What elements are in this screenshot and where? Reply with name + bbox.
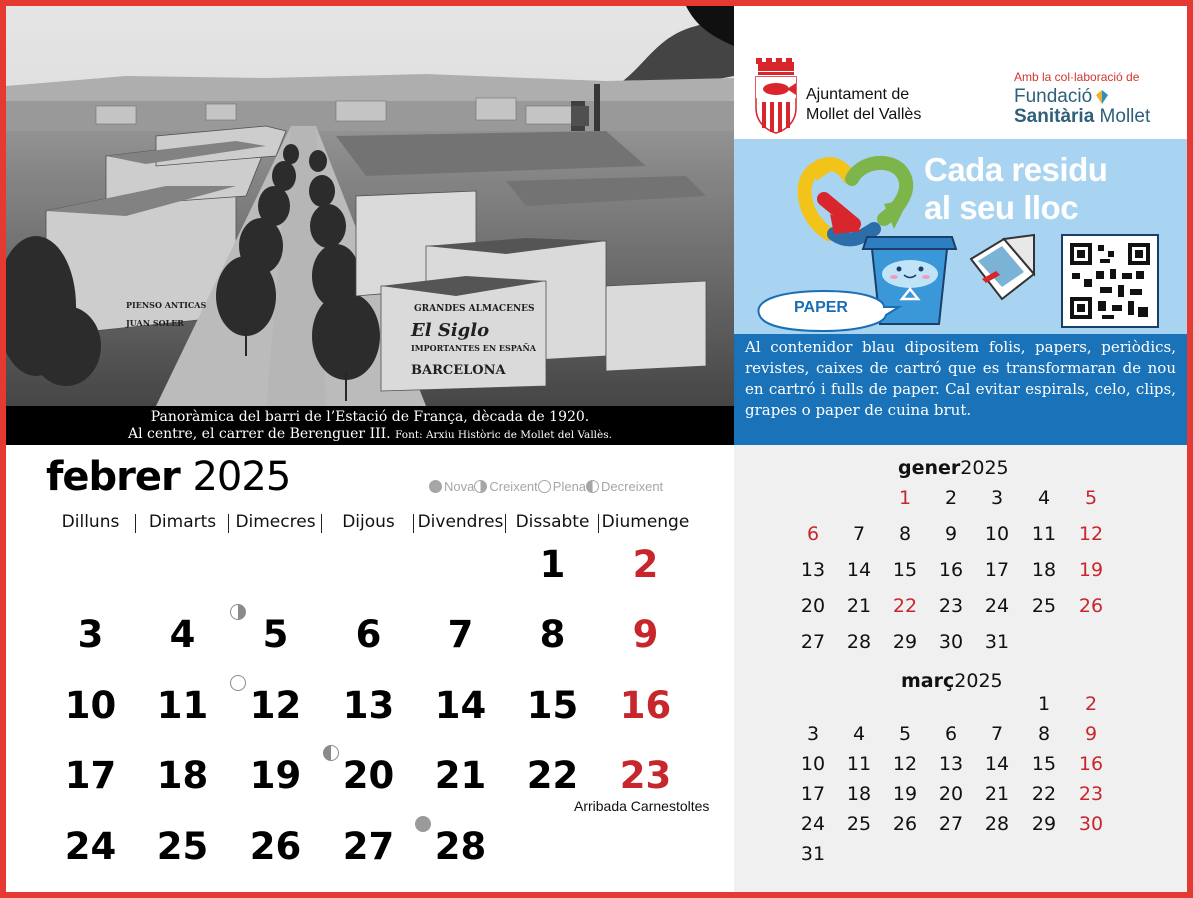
mini-calendar-year: 2025 (960, 457, 1009, 479)
municipal-crest-icon (754, 58, 798, 134)
mini-day-cell[interactable]: 14 (984, 753, 1010, 775)
collaboration-text: Amb la col·laboració de (1014, 70, 1140, 84)
weekday-label: Divendres (417, 512, 504, 532)
mini-calendar-year: 2025 (954, 670, 1003, 692)
mini-day-cell[interactable]: 31 (984, 631, 1010, 653)
weekday-separator (505, 514, 506, 533)
recycling-title (924, 151, 1107, 227)
day-cell[interactable]: 1 (539, 543, 566, 586)
day-cell[interactable]: 8 (539, 613, 566, 656)
mini-day-cell[interactable]: 30 (1078, 813, 1104, 835)
weekday-label: Dimarts (148, 512, 217, 532)
moon-first-icon (230, 604, 246, 620)
mini-day-cell[interactable]: 15 (892, 559, 918, 581)
mini-day-cell[interactable]: 2 (1084, 693, 1098, 715)
caption-line-1: Panoràmica del barri de l’Estació de França, dècada de 1920. (150, 409, 590, 425)
mini-day-cell[interactable]: 28 (984, 813, 1010, 835)
moon-new-icon (415, 816, 431, 832)
mini-day-cell[interactable]: 7 (990, 723, 1004, 745)
day-cell[interactable]: 21 (434, 754, 487, 797)
recycle-heart-icon (805, 159, 909, 239)
day-cell[interactable]: 17 (64, 754, 117, 797)
day-cell[interactable]: 3 (77, 613, 104, 656)
moon-last-icon (323, 745, 339, 761)
legend-label: Creixent (489, 479, 538, 494)
mini-day-cell[interactable]: 25 (1031, 595, 1057, 617)
mini-day-cell[interactable]: 31 (800, 843, 826, 865)
day-cell[interactable]: 18 (156, 754, 209, 797)
day-cell[interactable]: 2 (632, 543, 659, 586)
day-cell[interactable]: 12 (249, 684, 302, 727)
mini-calendars-panel (734, 445, 1187, 892)
day-cell[interactable]: 25 (156, 825, 209, 868)
day-cell[interactable]: 7 (447, 613, 474, 656)
day-cell[interactable]: 11 (156, 684, 209, 727)
weekday-separator (228, 514, 229, 533)
mini-day-cell[interactable]: 4 (852, 723, 866, 745)
caption-source: Font: Arxiu Històric de Mollet del Vallès. (395, 429, 612, 441)
weekday-separator (413, 514, 414, 533)
mini-day-cell[interactable]: 10 (800, 753, 826, 775)
weekday-label: Dijous (342, 512, 395, 532)
sign-text-4: IMPORTANTES EN ESPAÑA (411, 343, 536, 353)
mini-day-cell[interactable]: 22 (1031, 783, 1057, 805)
day-cell[interactable]: 24 (64, 825, 117, 868)
mini-day-cell[interactable]: 6 (944, 723, 958, 745)
mini-day-cell[interactable]: 9 (1084, 723, 1098, 745)
mini-day-cell[interactable]: 12 (1078, 523, 1104, 545)
day-cell[interactable]: 16 (619, 684, 672, 727)
weekday-separator (321, 514, 322, 533)
sign-text-2: El Siglo (411, 320, 490, 341)
municipality-line-1: Ajuntament de (806, 86, 910, 103)
sign-text-3: BARCELONA (411, 363, 506, 378)
day-cell[interactable]: 13 (342, 684, 395, 727)
mini-day-cell[interactable]: 20 (800, 595, 826, 617)
month-title (46, 452, 290, 502)
day-cell[interactable]: 4 (169, 613, 196, 656)
recycling-title-line-1: Cada residu (924, 151, 1108, 188)
event-note: Arribada Carnestoltes (574, 798, 710, 814)
day-cell[interactable]: 28 (434, 825, 487, 868)
mini-day-cell[interactable]: 3 (990, 487, 1004, 509)
mini-day-cell[interactable]: 27 (800, 631, 826, 653)
moon-phase-legend (429, 479, 663, 494)
mini-day-cell[interactable]: 16 (938, 559, 964, 581)
mini-calendar-month: març (901, 670, 955, 692)
photo-caption (6, 406, 734, 445)
mini-day-cell[interactable]: 23 (938, 595, 964, 617)
moon-first-icon (474, 480, 487, 493)
mini-day-cell[interactable]: 26 (1078, 595, 1104, 617)
legend-label: Plena (552, 479, 587, 494)
sign-text-6: JUAN SOLER (126, 318, 184, 328)
container-label: PAPER (794, 299, 848, 316)
day-cell[interactable]: 15 (526, 684, 579, 727)
mini-day-cell[interactable]: 7 (852, 523, 866, 545)
mini-day-cell[interactable]: 12 (892, 753, 918, 775)
weekday-label: Dimecres (235, 512, 316, 532)
mini-day-cell[interactable]: 13 (938, 753, 964, 775)
mini-day-cell[interactable]: 19 (892, 783, 918, 805)
weekday-label: Diumenge (601, 512, 690, 532)
mini-day-cell[interactable]: 25 (846, 813, 872, 835)
municipality-name (806, 85, 921, 125)
sign-text-5: PIENSO ANTICAS (126, 300, 207, 310)
mini-day-cell[interactable]: 3 (806, 723, 820, 745)
moon-full-icon (538, 480, 551, 493)
caption-line-2 (6, 426, 734, 444)
mini-day-cell[interactable]: 8 (1037, 723, 1051, 745)
mini-day-cell[interactable]: 29 (1031, 813, 1057, 835)
day-cell[interactable]: 10 (64, 684, 117, 727)
mini-day-cell[interactable]: 8 (898, 523, 912, 545)
mini-day-cell[interactable]: 14 (846, 559, 872, 581)
mini-day-cell[interactable]: 28 (846, 631, 872, 653)
mini-day-cell[interactable]: 23 (1078, 783, 1104, 805)
municipality-line-2: Mollet del Vallès (806, 106, 922, 123)
day-cell[interactable]: 14 (434, 684, 487, 727)
weekday-label: Dilluns (61, 512, 120, 532)
day-cell[interactable]: 9 (632, 613, 659, 656)
day-cell[interactable]: 22 (526, 754, 579, 797)
weekday-separator (135, 514, 136, 533)
sign-text-1: GRANDES ALMACENES (414, 304, 535, 314)
mini-day-cell[interactable]: 17 (984, 559, 1010, 581)
legend-label: Nova (444, 479, 475, 494)
qr-code-icon (1062, 235, 1158, 327)
day-cell[interactable]: 23 (619, 754, 672, 797)
mini-day-cell[interactable]: 15 (1031, 753, 1057, 775)
magazine-icon (971, 235, 1034, 299)
recycling-panel (734, 139, 1187, 334)
day-cell[interactable]: 6 (355, 613, 382, 656)
mini-day-cell[interactable]: 27 (938, 813, 964, 835)
mini-day-cell[interactable]: 5 (1084, 487, 1098, 509)
foundation-leaf-icon (1096, 90, 1108, 104)
foundation-name: Fundació (1014, 86, 1093, 107)
mini-day-cell[interactable]: 30 (938, 631, 964, 653)
mini-day-cell[interactable]: 4 (1037, 487, 1051, 509)
mini-day-cell[interactable]: 2 (944, 487, 958, 509)
month-name: febrer (46, 454, 180, 500)
logos-header (734, 6, 1187, 139)
mini-day-cell[interactable]: 9 (944, 523, 958, 545)
mini-day-cell[interactable]: 26 (892, 813, 918, 835)
day-cell[interactable]: 19 (249, 754, 302, 797)
day-cell[interactable]: 20 (342, 754, 395, 797)
legend-item-new (429, 479, 474, 494)
foundation-subtitle (1014, 106, 1150, 127)
mini-day-cell[interactable]: 18 (846, 783, 872, 805)
mini-day-cell[interactable]: 22 (892, 595, 918, 617)
day-cell[interactable]: 27 (342, 825, 395, 868)
mini-day-cell[interactable]: 6 (806, 523, 820, 545)
mini-day-cell[interactable]: 18 (1031, 559, 1057, 581)
mini-day-cell[interactable]: 11 (846, 753, 872, 775)
mini-day-cell[interactable]: 16 (1078, 753, 1104, 775)
mini-day-cell[interactable]: 1 (898, 487, 912, 509)
mini-calendar-month: gener (898, 457, 961, 479)
mini-day-cell[interactable]: 21 (984, 783, 1010, 805)
weekday-separator (598, 514, 599, 533)
mini-day-cell[interactable]: 24 (800, 813, 826, 835)
mini-day-cell[interactable]: 1 (1037, 693, 1051, 715)
legend-item-last (586, 479, 663, 494)
mini-day-cell[interactable]: 19 (1078, 559, 1104, 581)
mini-day-cell[interactable]: 20 (938, 783, 964, 805)
street-panorama-image (6, 6, 734, 406)
recycling-description: Al contenidor blau dipositem folis, papers, periòdics, revistes, caixes de cartró que es transformaran de nou en cartró i fulls de paper. Cal evitar espirals, celo, clips, grapes o paper de cuina brut. (734, 334, 1187, 445)
recycling-title-line-2: al seu lloc (924, 189, 1079, 226)
mini-day-cell[interactable]: 13 (800, 559, 826, 581)
legend-item-first (474, 479, 537, 494)
moon-last-icon (586, 480, 599, 493)
moon-full-icon (230, 675, 246, 691)
moon-new-icon (429, 480, 442, 493)
mini-day-cell[interactable]: 5 (898, 723, 912, 745)
day-cell[interactable]: 5 (262, 613, 289, 656)
foundation-subtitle-bold: Sanitària (1014, 106, 1095, 127)
caption-line-2-text: Al centre, el carrer de Berenguer III. (128, 426, 391, 442)
mini-day-cell[interactable]: 17 (800, 783, 826, 805)
mini-day-cell[interactable]: 29 (892, 631, 918, 653)
mini-calendar-title (898, 457, 1009, 479)
historic-photo (6, 6, 734, 445)
legend-item-full (538, 479, 586, 494)
mini-day-cell[interactable]: 24 (984, 595, 1010, 617)
mini-day-cell[interactable]: 21 (846, 595, 872, 617)
weekday-label: Dissabte (515, 512, 590, 532)
foundation-subtitle-rest: Mollet (1094, 106, 1151, 127)
mini-calendar-title (901, 670, 1003, 692)
day-cell[interactable]: 26 (249, 825, 302, 868)
mini-day-cell[interactable]: 10 (984, 523, 1010, 545)
legend-label: Decreixent (601, 479, 664, 494)
month-year: 2025 (192, 454, 291, 500)
mini-day-cell[interactable]: 11 (1031, 523, 1057, 545)
